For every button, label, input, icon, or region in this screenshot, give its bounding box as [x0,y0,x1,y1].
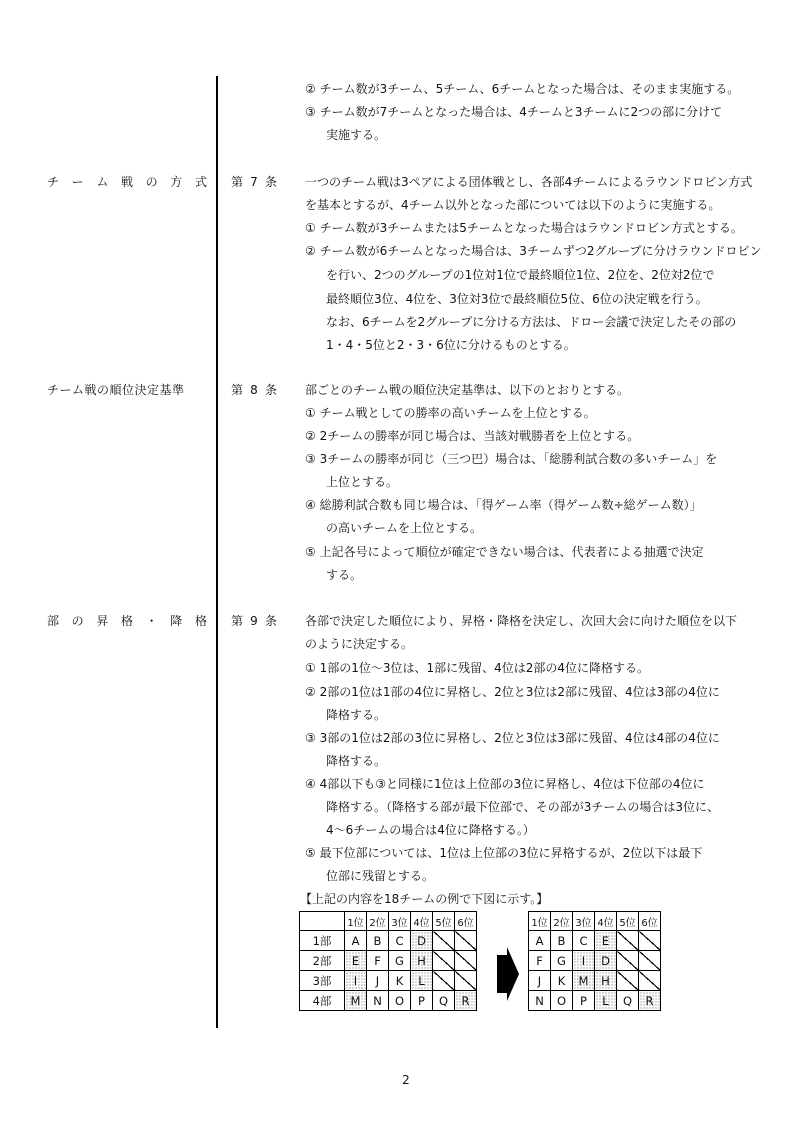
text-line: 最終順位3位、4位を、3位対3位で最終順位5位、6位の決定戦を行う。 [326,292,708,306]
text-line: 4～6チームの場合は4位に降格する。） [326,823,535,837]
text-line: ⑤ 上記各号によって順位が確定できない場合は、代表者による抽選で決定 [305,545,704,559]
text-line: のように決定する。 [305,637,414,651]
column-header: 1位 [529,912,551,931]
column-header: 4位 [411,912,433,931]
empty-slot [455,931,477,951]
table-row [300,931,477,951]
text-line: を基本とするが、4チーム以外となった部については以下のように実施する。 [305,198,721,212]
team-cell: J [367,971,389,991]
text-line: ⑤ 最下位部については、1位は上位部の3位に昇格するが、2位以下は最下 [305,846,703,860]
text-line: 1・4・5位と2・3・6位に分けるものとする。 [326,338,576,352]
team-cell: O [389,991,411,1011]
table-row [300,991,477,1011]
row-label: 4部 [300,991,345,1011]
table-row [529,931,661,951]
section-title-team-match-format: チ ー ム 戦 の 方 式 [47,175,207,189]
empty-slot [455,971,477,991]
text-line: 降格する。（降格する部が最下位部で、その部が3チームの場合は3位に、 [326,800,720,814]
text-line: 部ごとのチーム戦の順位決定基準は、以下のとおりとする。 [305,383,630,397]
team-cell: C [573,931,595,951]
text-line: 上位とする。 [326,475,399,489]
team-cell-relegated: H [411,951,433,971]
section-title-team-ranking-criteria: チーム戦の順位決定基準 [47,383,185,397]
team-cell-relegated: L [411,971,433,991]
text-line: ③ 3チームの勝率が同じ（三つ巴）場合は、「総勝利試合数の多いチーム」を [305,452,718,466]
header-blank [300,912,345,931]
table-caption: 【上記の内容を18チームの例で下図に示す。】 [300,892,549,906]
team-cell: F [529,951,551,971]
empty-slot [433,931,455,951]
article-number-9: 第 9 条 [231,614,277,628]
empty-slot [639,971,661,991]
text-line: ② チーム数が6チームとなった場合は、3チームずつ2グループに分けラウンドロビン [305,244,762,258]
empty-slot [639,951,661,971]
team-cell-moved: D [595,951,617,971]
column-header: 5位 [433,912,455,931]
team-cell-promoted: I [345,971,367,991]
text-line: 降格する。 [326,708,387,722]
text-line: ③ 3部の1位は2部の3位に昇格し、2位と3位は3部に残留、4位は4部の4位に [305,731,720,745]
team-cell: G [389,951,411,971]
text-line: なお、6チームを2グループに分ける方法は、ドロー会議で決定したその部の [326,315,737,329]
team-cell-relegated: D [411,931,433,951]
team-cell-moved: M [573,971,595,991]
row-label: 2部 [300,951,345,971]
ranking-table-before [299,911,477,1011]
empty-slot [617,971,639,991]
column-header: 4位 [595,912,617,931]
team-cell: Q [433,991,455,1011]
team-cell: P [573,991,595,1011]
text-line: ④ 4部以下も③と同様に1位は上位部の3位に昇格し、4位は下位部の4位に [305,777,705,791]
text-line: ② チーム数が3チーム、5チーム、6チームとなった場合は、そのまま実施する。 [305,82,740,96]
team-cell: K [389,971,411,991]
text-line: する。 [326,568,363,582]
column-header: 5位 [617,912,639,931]
text-line: 降格する。 [326,754,387,768]
team-cell: O [551,991,573,1011]
team-cell: Q [617,991,639,1011]
section-title-promotion-relegation: 部 の 昇 格 ・ 降 格 [47,614,207,628]
text-line: ③ チーム数が7チームとなった場合は、4チームと3チームに2つの部に分けて [305,105,723,119]
team-cell: A [345,931,367,951]
text-line: 各部で決定した順位により、昇格・降格を決定し、次回大会に向けた順位を以下 [305,614,738,628]
row-label: 3部 [300,971,345,991]
column-header: 6位 [639,912,661,931]
empty-slot [617,931,639,951]
page-number: 2 [402,1073,410,1087]
text-line: ② 2部の1位は1部の4位に昇格し、2位と3位は2部に残留、4位は3部の4位に [305,685,720,699]
column-header: 3位 [573,912,595,931]
team-cell: F [367,951,389,971]
table-row [529,971,661,991]
article-number-8: 第 8 条 [231,383,277,397]
team-cell-moved: H [595,971,617,991]
team-cell: N [529,991,551,1011]
column-header: 2位 [367,912,389,931]
table-row [529,951,661,971]
team-cell: B [551,931,573,951]
text-line: 位部に残留とする。 [326,869,435,883]
text-line: の高いチームを上位とする。 [326,521,483,535]
team-cell: P [411,991,433,1011]
empty-slot [433,971,455,991]
column-header: 3位 [389,912,411,931]
arrow-right-icon [493,945,521,1003]
team-cell: J [529,971,551,991]
team-cell-moved: I [573,951,595,971]
text-line: を行い、2つのグループの1位対1位で最終順位1位、2位を、2位対2位で [326,268,715,282]
table-row [300,971,477,991]
empty-slot [455,951,477,971]
team-cell: A [529,931,551,951]
team-cell: K [551,971,573,991]
team-cell: B [367,931,389,951]
team-cell: R [639,991,661,1011]
empty-slot [639,931,661,951]
row-label: 1部 [300,931,345,951]
team-cell: R [455,991,477,1011]
column-header: 6位 [455,912,477,931]
text-line: ① 1部の1位～3位は、1部に残留、4位は2部の4位に降格する。 [305,661,650,675]
text-line: ① チーム戦としての勝率の高いチームを上位とする。 [305,406,596,420]
team-cell: G [551,951,573,971]
text-line: 一つのチーム戦は3ペアによる団体戦とし、各部4チームによるラウンドロビン方式 [305,175,753,189]
text-line: ④ 総勝利試合数も同じ場合は、「得ゲーム率（得ゲーム数÷総ゲーム数）」 [305,498,702,512]
team-cell-moved: L [595,991,617,1011]
empty-slot [617,951,639,971]
team-cell: N [367,991,389,1011]
ranking-table-after [528,911,661,1011]
team-cell-promoted: E [345,951,367,971]
text-line: ② 2チームの勝率が同じ場合は、当該対戦勝者を上位とする。 [305,429,640,443]
table-row [300,951,477,971]
text-line: 実施する。 [326,128,387,142]
team-cell: C [389,931,411,951]
team-cell-moved: E [595,931,617,951]
team-cell-promoted: M [345,991,367,1011]
empty-slot [433,951,455,971]
article-number-7: 第 7 条 [231,175,277,189]
column-header: 1位 [345,912,367,931]
column-header: 2位 [551,912,573,931]
text-line: ① チーム数が3チームまたは5チームとなった場合はラウンドロビン方式とする。 [305,221,743,235]
table-row [529,991,661,1011]
margin-rule [216,76,218,1028]
